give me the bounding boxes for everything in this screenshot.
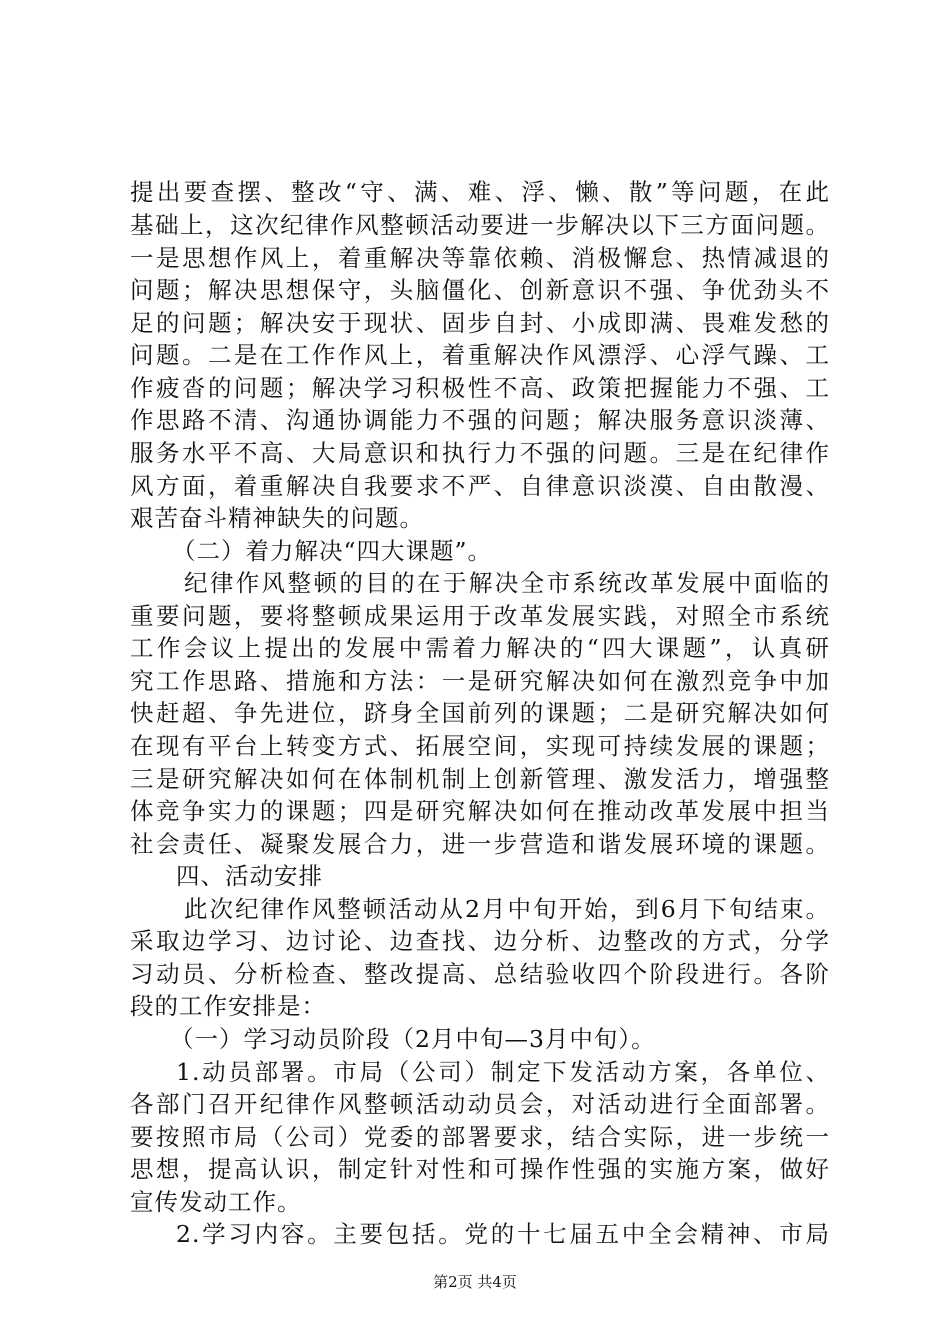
text-line: 在现有平台上转变方式、拓展空间，实现可持续发展的课题；	[130, 732, 830, 760]
text-line: 要按照市局（公司）党委的部署要求，结合实际，进一步统一	[130, 1123, 830, 1151]
text-line: 快赶超、争先进位，跻身全国前列的课题；二是研究解决如何	[130, 699, 830, 727]
paragraph-first-line: 2.学习内容。主要包括。党的十七届五中全会精神、市局	[176, 1220, 830, 1248]
text-line: 提出要查摆、整改“守、满、难、浮、懒、散”等问题，在此	[130, 178, 830, 206]
section-heading: （一）学习动员阶段（2月中旬—3月中旬）。	[170, 1025, 656, 1053]
text-line: 作疲沓的问题；解决学习积极性不高、政策把握能力不强、工	[130, 374, 830, 402]
text-line: 段的工作安排是：	[130, 992, 326, 1020]
text-line: 问题；解决思想保守，头脑僵化、创新意识不强、争优劲头不	[130, 276, 830, 304]
text-line: 习动员、分析检查、整改提高、总结验收四个阶段进行。各阶	[130, 960, 830, 988]
text-line: 思想，提高认识，制定针对性和可操作性强的实施方案，做好	[130, 1155, 830, 1183]
text-line: 工作会议上提出的发展中需着力解决的“四大课题”，认真研	[130, 634, 830, 662]
text-line: 艰苦奋斗精神缺失的问题。	[130, 504, 424, 532]
paragraph-first-line: 此次纪律作风整顿活动从2月中旬开始，到6月下旬结束。	[184, 895, 830, 923]
text-line: 究工作思路、措施和方法：一是研究解决如何在激烈竞争中加	[130, 667, 830, 695]
section-heading: （二）着力解决“四大课题”。	[172, 537, 493, 565]
paragraph-first-line: 纪律作风整顿的目的在于解决全市系统改革发展中面临的	[184, 569, 830, 597]
page-number: 第2页 共4页	[433, 1273, 517, 1291]
text-line: 服务水平不高、大局意识和执行力不强的问题。三是在纪律作	[130, 439, 830, 467]
text-line: 风方面，着重解决自我要求不严、自律意识淡漠、自由散漫、	[130, 472, 830, 500]
text-line: 作思路不清、沟通协调能力不强的问题；解决服务意识淡薄、	[130, 406, 830, 434]
text-line: 重要问题，要将整顿成果运用于改革发展实践，对照全市系统	[130, 602, 830, 630]
text-line: 体竞争实力的课题；四是研究解决如何在推动改革发展中担当	[130, 797, 830, 825]
text-line: 社会责任、凝聚发展合力，进一步营造和谐发展环境的课题。	[130, 830, 830, 858]
text-line: 基础上，这次纪律作风整顿活动要进一步解决以下三方面问题。	[130, 211, 830, 239]
text-line: 各部门召开纪律作风整顿活动动员会，对活动进行全面部署。	[130, 1090, 830, 1118]
text-line: 问题。二是在工作作风上，着重解决作风漂浮、心浮气躁、工	[130, 341, 830, 369]
paragraph-first-line: 1.动员部署。市局（公司）制定下发活动方案，各单位、	[176, 1058, 830, 1086]
text-line: 宣传发动工作。	[130, 1188, 302, 1216]
text-line: 三是研究解决如何在体制机制上创新管理、激发活力，增强整	[130, 765, 830, 793]
text-line: 一是思想作风上，着重解决等靠依赖、消极懈怠、热情减退的	[130, 244, 830, 272]
text-line: 足的问题；解决安于现状、固步自封、小成即满、畏难发愁的	[130, 309, 830, 337]
section-heading: 四、活动安排	[176, 862, 323, 890]
text-line: 采取边学习、边讨论、边查找、边分析、边整改的方式，分学	[130, 927, 830, 955]
